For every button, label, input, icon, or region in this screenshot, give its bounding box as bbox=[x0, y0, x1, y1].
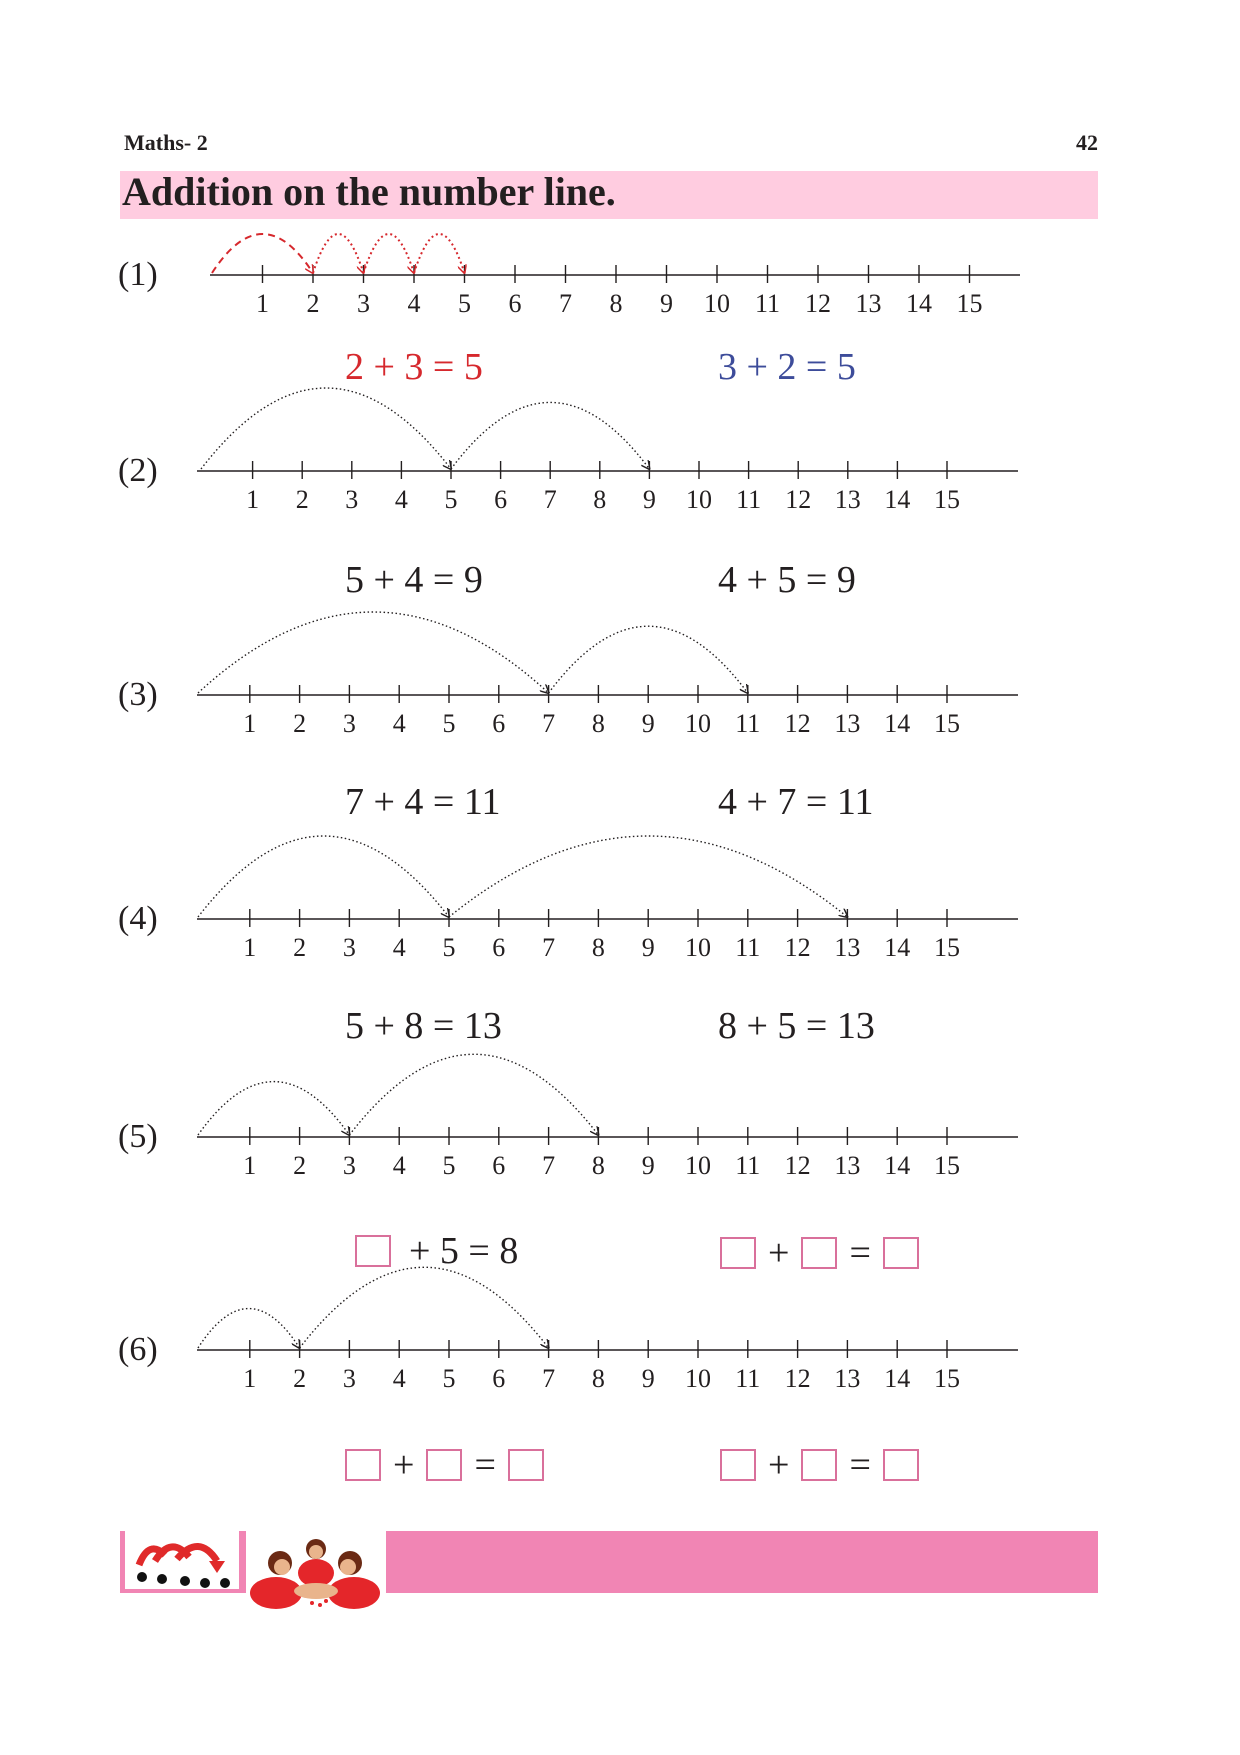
tick-label: 10 bbox=[704, 289, 730, 318]
tick-label: 2 bbox=[293, 933, 307, 962]
tick-label: 13 bbox=[834, 1151, 861, 1180]
tick-label: 15 bbox=[934, 1151, 960, 1180]
tick-label: 15 bbox=[934, 709, 960, 738]
tick-label: 12 bbox=[784, 1151, 811, 1180]
hop-arc bbox=[201, 388, 451, 469]
exercise-label: (1) bbox=[118, 256, 158, 293]
equation-5-right bbox=[720, 1228, 919, 1275]
answer-box[interactable] bbox=[720, 1449, 756, 1481]
exercise-label: (2) bbox=[118, 452, 158, 489]
tick-label: 2 bbox=[306, 289, 320, 318]
equation-6-right bbox=[720, 1440, 919, 1487]
answer-box[interactable] bbox=[720, 1237, 756, 1269]
equation-4-left: 5 + 8 = 13 bbox=[345, 1005, 502, 1047]
tick-label: 6 bbox=[492, 933, 506, 962]
tick-label: 4 bbox=[392, 933, 406, 962]
tick-label: 12 bbox=[785, 485, 812, 514]
exercise-label: (4) bbox=[118, 900, 158, 937]
exercise-label: (3) bbox=[118, 676, 158, 713]
answer-box[interactable] bbox=[883, 1449, 919, 1481]
tick-label: 8 bbox=[591, 933, 605, 962]
tick-label: 2 bbox=[293, 1151, 307, 1180]
tick-label: 14 bbox=[906, 289, 932, 318]
tick-label: 12 bbox=[784, 933, 811, 962]
tick-label: 13 bbox=[855, 289, 882, 318]
answer-box[interactable] bbox=[426, 1449, 462, 1481]
tick-label: 7 bbox=[542, 1364, 556, 1393]
tick-label: 11 bbox=[735, 1151, 761, 1180]
tick-label: 4 bbox=[392, 1151, 406, 1180]
tick-label: 7 bbox=[543, 485, 557, 514]
tick-label: 8 bbox=[609, 289, 623, 318]
hop-arc bbox=[313, 234, 364, 273]
tick-label: 8 bbox=[591, 709, 605, 738]
tick-label: 11 bbox=[735, 1364, 761, 1393]
tick-label: 3 bbox=[342, 1151, 356, 1180]
tick-label: 15 bbox=[934, 1364, 960, 1393]
tick-label: 7 bbox=[542, 709, 556, 738]
tick-label: 7 bbox=[559, 289, 572, 318]
number-line-1 bbox=[118, 234, 1020, 318]
hop-arc bbox=[198, 1309, 300, 1348]
tick-label: 11 bbox=[735, 933, 761, 962]
answer-box[interactable] bbox=[801, 1449, 837, 1481]
tick-label: 13 bbox=[834, 1364, 861, 1393]
equation-5-left bbox=[355, 1226, 530, 1273]
tick-label: 7 bbox=[542, 933, 556, 962]
tick-label: 5 bbox=[442, 933, 456, 962]
tick-label: 3 bbox=[342, 1364, 356, 1393]
tick-label: 14 bbox=[884, 1151, 911, 1180]
hop-arc bbox=[198, 836, 449, 917]
tick-label: 6 bbox=[492, 1151, 506, 1180]
tick-label: 10 bbox=[685, 709, 711, 738]
tick-label: 14 bbox=[884, 1364, 911, 1393]
tick-label: 11 bbox=[735, 709, 761, 738]
tick-label: 1 bbox=[243, 709, 257, 738]
tick-label: 3 bbox=[345, 485, 359, 514]
tick-label: 4 bbox=[394, 485, 408, 514]
equation-3-left: 7 + 4 = 11 bbox=[345, 781, 501, 823]
tick-label: 9 bbox=[660, 289, 673, 318]
tick-label: 15 bbox=[934, 485, 960, 514]
tick-label: 8 bbox=[593, 485, 607, 514]
tick-label: 11 bbox=[736, 485, 762, 514]
page-number: 42 bbox=[1076, 130, 1098, 155]
tick-label: 14 bbox=[884, 709, 911, 738]
tick-label: 4 bbox=[392, 709, 406, 738]
exercise-label: (6) bbox=[118, 1331, 158, 1368]
tick-label: 13 bbox=[834, 933, 861, 962]
tick-label: 12 bbox=[784, 709, 811, 738]
tick-label: 12 bbox=[784, 1364, 811, 1393]
plus-sign: + bbox=[393, 1444, 415, 1487]
equals-sign: = bbox=[474, 1444, 496, 1487]
equation-text: + 5 = 8 bbox=[409, 1230, 519, 1273]
equals-sign: = bbox=[849, 1232, 871, 1275]
number-line-4 bbox=[118, 836, 1018, 962]
hop-arc bbox=[549, 626, 748, 693]
tick-label: 1 bbox=[256, 289, 269, 318]
tick-label: 7 bbox=[542, 1151, 556, 1180]
equation-1-left: 2 + 3 = 5 bbox=[345, 346, 483, 388]
tick-label: 9 bbox=[642, 485, 656, 514]
tick-label: 15 bbox=[934, 933, 960, 962]
tick-label: 3 bbox=[342, 933, 356, 962]
tick-label: 4 bbox=[392, 1364, 406, 1393]
tick-label: 9 bbox=[641, 1151, 655, 1180]
tick-label: 10 bbox=[685, 1364, 711, 1393]
tick-label: 1 bbox=[243, 1151, 257, 1180]
tick-label: 9 bbox=[641, 933, 655, 962]
answer-box[interactable] bbox=[508, 1449, 544, 1481]
tick-label: 11 bbox=[754, 289, 781, 318]
plus-sign: + bbox=[768, 1232, 790, 1275]
tick-label: 2 bbox=[293, 1364, 307, 1393]
tick-label: 8 bbox=[591, 1364, 605, 1393]
tick-label: 8 bbox=[591, 1151, 605, 1180]
tick-label: 10 bbox=[685, 933, 711, 962]
tick-label: 3 bbox=[357, 289, 370, 318]
answer-box[interactable] bbox=[355, 1235, 391, 1267]
hop-arc bbox=[364, 234, 415, 273]
tick-label: 2 bbox=[293, 709, 307, 738]
tick-label: 9 bbox=[641, 1364, 655, 1393]
tick-label: 10 bbox=[686, 485, 712, 514]
tick-label: 15 bbox=[956, 289, 983, 318]
answer-box[interactable] bbox=[883, 1237, 919, 1269]
tick-label: 12 bbox=[805, 289, 831, 318]
answer-box[interactable] bbox=[801, 1237, 837, 1269]
tick-label: 6 bbox=[492, 1364, 506, 1393]
tick-label: 1 bbox=[246, 485, 260, 514]
tick-label: 5 bbox=[444, 485, 458, 514]
hop-arc bbox=[349, 1054, 598, 1135]
hop-arc bbox=[414, 234, 465, 273]
equation-3-right: 4 + 7 = 11 bbox=[718, 781, 874, 823]
tick-label: 6 bbox=[508, 289, 522, 318]
hop-arc bbox=[198, 1082, 349, 1135]
tick-label: 2 bbox=[295, 485, 309, 514]
tick-label: 1 bbox=[243, 933, 257, 962]
page-title: Addition on the number line. bbox=[122, 169, 616, 214]
subject-label: Maths- 2 bbox=[124, 130, 208, 155]
tick-label: 13 bbox=[834, 709, 861, 738]
hop-arc bbox=[198, 612, 549, 693]
equation-1-right: 3 + 2 = 5 bbox=[718, 346, 856, 388]
answer-box[interactable] bbox=[345, 1449, 381, 1481]
tick-label: 5 bbox=[442, 709, 456, 738]
tick-label: 6 bbox=[492, 709, 506, 738]
tick-label: 6 bbox=[494, 485, 508, 514]
tick-label: 13 bbox=[834, 485, 861, 514]
tick-label: 14 bbox=[884, 485, 911, 514]
tick-label: 5 bbox=[442, 1364, 456, 1393]
tick-label: 14 bbox=[884, 933, 911, 962]
equation-2-right: 4 + 5 = 9 bbox=[718, 559, 856, 601]
number-line-2 bbox=[118, 388, 1018, 514]
number-line-5 bbox=[118, 1054, 1018, 1180]
plus-sign: + bbox=[768, 1444, 790, 1487]
tick-label: 5 bbox=[458, 289, 471, 318]
tick-label: 1 bbox=[243, 1364, 257, 1393]
equals-sign: = bbox=[849, 1444, 871, 1487]
tick-label: 4 bbox=[407, 289, 421, 318]
hop-arc bbox=[451, 402, 649, 469]
hop-arc bbox=[300, 1267, 549, 1348]
number-line-6 bbox=[118, 1267, 1018, 1393]
exercise-label: (5) bbox=[118, 1118, 158, 1155]
number-line-3 bbox=[118, 612, 1018, 738]
equation-4-right: 8 + 5 = 13 bbox=[718, 1005, 875, 1047]
hopping-arrows-icon bbox=[125, 1531, 239, 1589]
children-playing-illustration bbox=[246, 1531, 386, 1613]
equation-6-left bbox=[345, 1440, 544, 1487]
tick-label: 5 bbox=[442, 1151, 456, 1180]
tick-label: 9 bbox=[641, 709, 655, 738]
tick-label: 10 bbox=[685, 1151, 711, 1180]
tick-label: 3 bbox=[342, 709, 356, 738]
hop-arc bbox=[449, 836, 847, 917]
equation-2-left: 5 + 4 = 9 bbox=[345, 559, 483, 601]
